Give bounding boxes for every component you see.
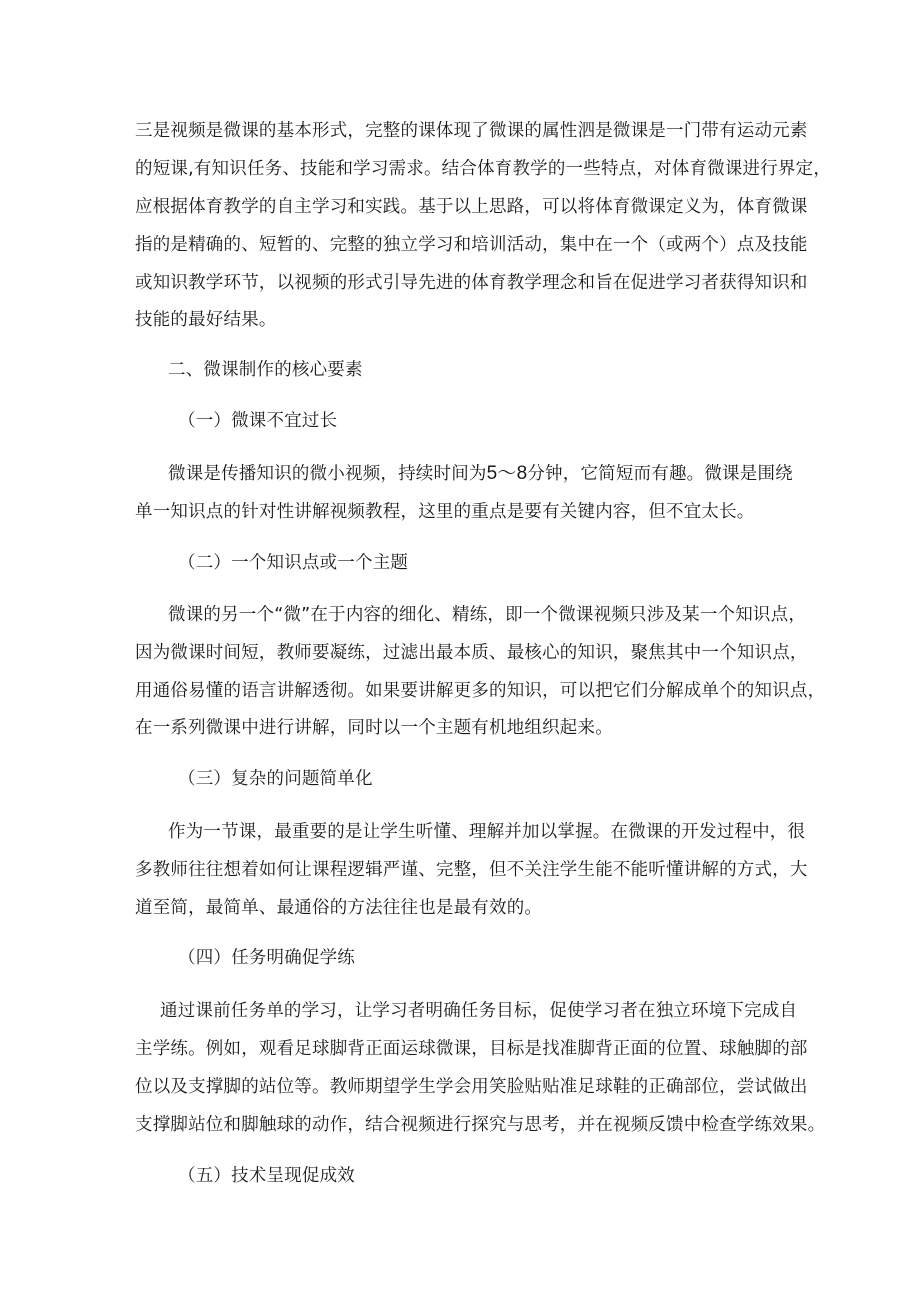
sub1-line-1-before: 微课是传播知识的微小视频，持续时间为 xyxy=(168,464,487,484)
sub4-line-4: 支撑脚站位和脚触球的动作，结合视频进行探究与思考，并在视频反馈中检查学练效果。 xyxy=(135,1115,826,1135)
sub2-line-2: 因为微课时间短，教师要凝练，过滤出最本质、最核心的知识，聚焦其中一个知识点， xyxy=(135,643,808,663)
sub4-line-2: 主学练。例如，观看足球脚背正面运球微课，目标是找准脚背正面的位置、球触脚的部 xyxy=(135,1039,808,1059)
sub1-line-2: 单一知识点的针对性讲解视频教程，这里的重点是要有关键内容，但不宜太长。 xyxy=(135,502,755,522)
intro-line-4: 指的是精确的、短暂的、完整的独立学习和培训活动，集中在一个（或两个）点及技能 xyxy=(135,235,808,255)
sub1-duration-range: 5～8 xyxy=(486,463,528,484)
section-heading: 二、微课制作的核心要素 xyxy=(168,360,363,380)
sub3-heading: （三）复杂的问题简单化 xyxy=(178,769,373,789)
intro-line-3: 应根据体育教学的自主学习和实践。基于以上思路，可以将体育微课定义为，体育微课 xyxy=(135,197,808,217)
sub4-line-1: 通过课前任务单的学习，让学习者明确任务目标，促使学习者在独立环境下完成自 xyxy=(160,1001,798,1021)
sub2-heading: （二）一个知识点或一个主题 xyxy=(178,553,409,573)
sub5-heading: （五）技术呈现促成效 xyxy=(178,1166,355,1186)
sub2-line-4: 在一系列微课中进行讲解，同时以一个主题有机地组织起来。 xyxy=(135,718,613,738)
sub3-line-1: 作为一节课，最重要的是让学生听懂、理解并加以掌握。在微课的开发过程中，很 xyxy=(168,822,806,842)
intro-line-2: 的短课,有知识任务、技能和学习需求。结合体育教学的一些特点，对体育微课进行界定， xyxy=(135,159,832,179)
sub2-line-1: 微课的另一个“微”在于内容的细化、精练，即一个微课视频只涉及某一个知识点， xyxy=(168,605,807,625)
sub3-line-3: 道至简，最简单、最通俗的方法往往也是最有效的。 xyxy=(135,898,543,918)
intro-line-6: 技能的最好结果。 xyxy=(135,310,277,330)
sub1-line-1-after: 分钟，它简短而有趣。微课是围绕 xyxy=(527,464,793,484)
sub1-line-1 xyxy=(168,462,793,486)
sub2-line-3: 用通俗易懂的语言讲解透彻。如果要讲解更多的知识，可以把它们分解成单个的知识点， xyxy=(135,681,826,701)
sub4-line-3: 位以及支撑脚的站位等。教师期望学生学会用笑脸贴贴准足球鞋的正确部位，尝试做出 xyxy=(135,1077,808,1097)
sub4-heading: （四）任务明确促学练 xyxy=(178,948,355,968)
sub3-line-2: 多教师往往想着如何让课程逻辑严谨、完整，但不关注学生能不能听懂讲解的方式，大 xyxy=(135,860,808,880)
sub1-heading: （一）微课不宜过长 xyxy=(178,411,338,431)
intro-line-5: 或知识教学环节，以视频的形式引导先进的体育教学理念和旨在促进学习者获得知识和 xyxy=(135,273,808,293)
intro-line-1: 三是视频是微课的基本形式，完整的课体现了微课的属性泗是微课是一门带有运动元素 xyxy=(135,121,808,141)
